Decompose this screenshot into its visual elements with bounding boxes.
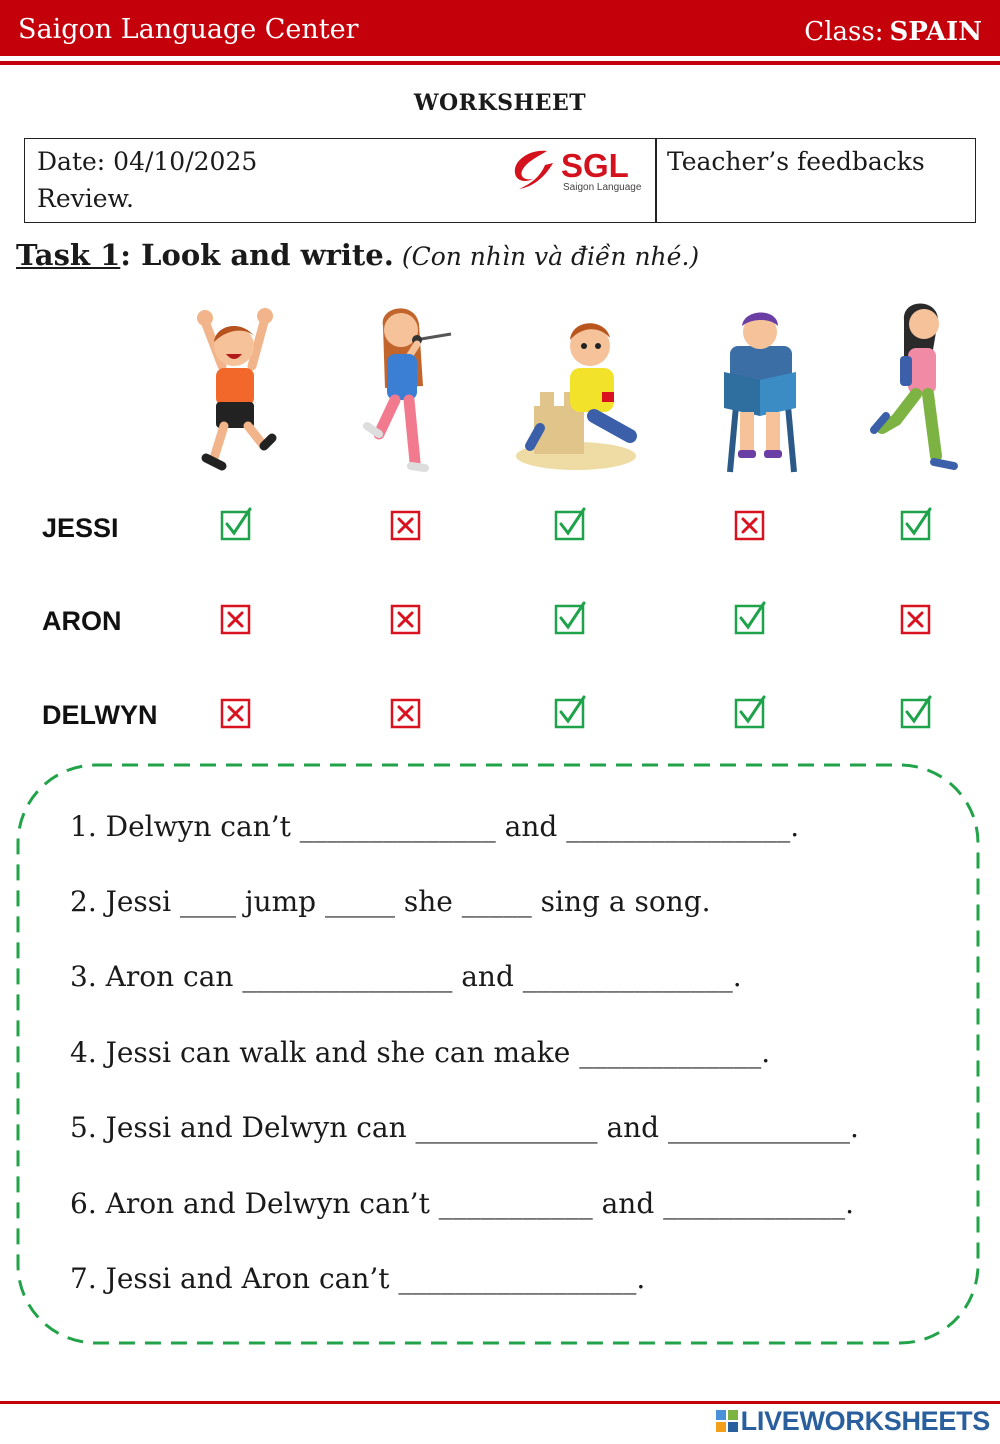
class-name: SPAIN bbox=[889, 17, 982, 47]
worksheet-title: WORKSHEET bbox=[413, 90, 587, 116]
logo-text: SGL bbox=[561, 147, 629, 184]
sentence-2: 2. Jessi ____ jump _____ she _____ sing a song. bbox=[70, 885, 711, 918]
teacher-feedback-label: Teacher’s feedbacks bbox=[667, 147, 925, 176]
center-name: Saigon Language Center bbox=[18, 14, 359, 45]
task-number: Task 1 bbox=[16, 238, 121, 272]
sgl-logo bbox=[507, 143, 647, 199]
task-heading bbox=[16, 238, 699, 272]
check-icon-delwyn-4 bbox=[733, 695, 767, 729]
cross-icon-aron-1 bbox=[219, 601, 253, 635]
header-divider bbox=[0, 61, 1000, 65]
logo-subtext: Saigon Language bbox=[563, 182, 642, 193]
table-divider bbox=[655, 139, 657, 222]
jump-icon bbox=[172, 296, 302, 482]
read-icon bbox=[700, 296, 830, 482]
check-icon-aron-3 bbox=[553, 601, 587, 635]
check-icon-aron-4 bbox=[733, 601, 767, 635]
check-icon-delwyn-5 bbox=[899, 695, 933, 729]
task-title: : Look and write. bbox=[120, 238, 394, 272]
check-icon-delwyn-3 bbox=[553, 695, 587, 729]
check-icon-jessi-5 bbox=[899, 507, 933, 541]
sentence-4: 4. Jessi can walk and she can make _____________. bbox=[70, 1036, 771, 1069]
cross-icon-jessi-2 bbox=[389, 507, 423, 541]
check-icon-jessi-3 bbox=[553, 507, 587, 541]
sentence-3: 3. Aron can _______________ and _______________. bbox=[70, 960, 742, 993]
liveworksheets-logo bbox=[716, 1405, 990, 1437]
sentence-6: 6. Aron and Delwyn can’t ___________ and _____________. bbox=[70, 1187, 855, 1220]
row-name-aron: ARON bbox=[42, 606, 122, 636]
sentence-5: 5. Jessi and Delwyn can _____________ and _____________. bbox=[70, 1111, 859, 1144]
sgl-swoosh-icon bbox=[507, 143, 561, 193]
sing-icon bbox=[345, 296, 475, 482]
cross-icon-delwyn-1 bbox=[219, 695, 253, 729]
sentence-1: 1. Delwyn can’t ______________ and ________________. bbox=[70, 810, 800, 843]
cross-icon-delwyn-2 bbox=[389, 695, 423, 729]
cross-icon-jessi-4 bbox=[733, 507, 767, 541]
footer-divider bbox=[0, 1401, 1000, 1404]
row-name-jessi: JESSI bbox=[42, 513, 119, 543]
brand-grid-icon bbox=[716, 1410, 738, 1432]
date-text: Date: 04/10/2025 bbox=[37, 147, 258, 176]
task-note: (Con nhìn và điền nhé.) bbox=[401, 242, 700, 271]
sentence-7: 7. Jessi and Aron can’t _________________. bbox=[70, 1262, 646, 1295]
row-name-delwyn: DELWYN bbox=[42, 700, 158, 730]
check-icon-jessi-1 bbox=[219, 507, 253, 541]
walk-icon bbox=[860, 296, 990, 482]
cross-icon-aron-2 bbox=[389, 601, 423, 635]
info-table bbox=[24, 138, 976, 223]
review-text: Review. bbox=[37, 184, 134, 213]
class-prefix: Class: bbox=[804, 17, 884, 47]
class-label bbox=[804, 17, 982, 47]
sandcastle-icon bbox=[510, 296, 640, 482]
cross-icon-aron-5 bbox=[899, 601, 933, 635]
brand-text: LIVEWORKSHEETS bbox=[740, 1405, 990, 1436]
